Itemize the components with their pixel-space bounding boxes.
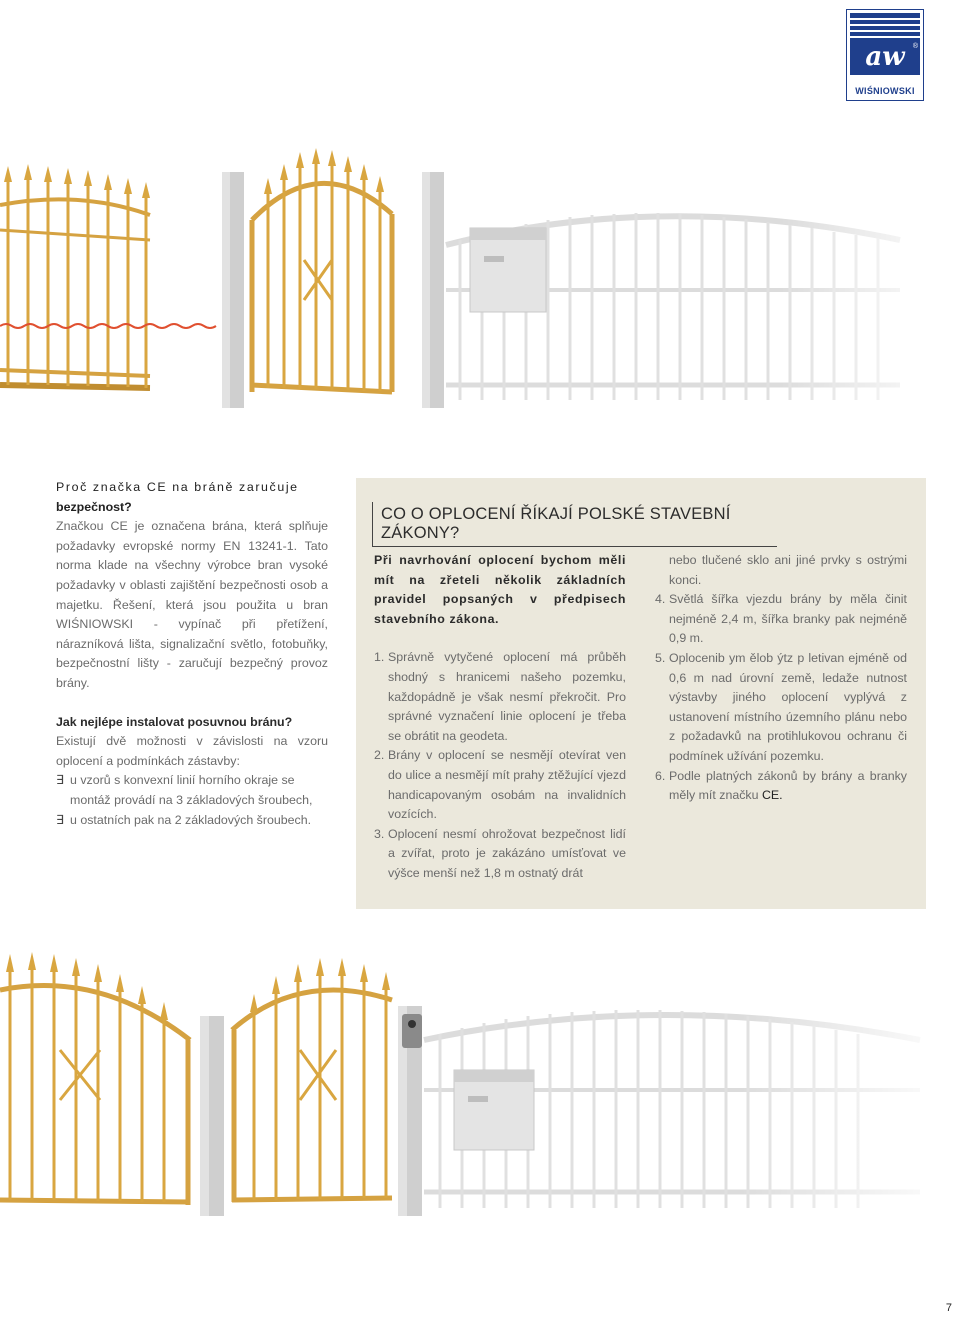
bullet-text: u vzorů s konvexní linií horního okraje se montáž provádí na 3 základových šroubech, bbox=[70, 773, 313, 807]
item-text: Světlá šířka vjezdu brány by měla činit nejméně 2,4 m, šířka branky pak nejméně 0,9 m. bbox=[669, 592, 907, 646]
intercom-post bbox=[398, 1006, 422, 1216]
registered-mark: ® bbox=[912, 43, 918, 50]
item-number: 3. bbox=[374, 826, 385, 841]
swing-gate-left-leaf bbox=[0, 952, 190, 1205]
swing-gate-right-leaf bbox=[232, 958, 392, 1202]
gate-post-left bbox=[200, 1016, 224, 1216]
logo-badge bbox=[850, 13, 920, 75]
item-continuation: nebo tlučené sklo ani jiné prvky s ostrými konci. bbox=[669, 553, 907, 587]
gate-illustration-top bbox=[0, 130, 960, 430]
item-number: 4. bbox=[655, 592, 666, 607]
item-number: 1. bbox=[374, 650, 385, 665]
list-item bbox=[374, 746, 626, 824]
item-text: Oplocenib ym ělob ýtz p letivan ejméně od 0,6 m nad úrovní země, ledaže nutnost výstavby jiného oplocení vyplývá z ustanovení místního územního plánu nebo z požadavků na protihlukovou ochranu či podmínek užívání pozemku. bbox=[669, 650, 907, 763]
list-item bbox=[56, 811, 328, 831]
list-item bbox=[655, 590, 907, 649]
wicket-gate bbox=[252, 148, 392, 392]
list-item bbox=[655, 767, 907, 806]
list-item bbox=[56, 771, 328, 810]
logo-mark: aw bbox=[865, 42, 905, 72]
gate-post-right bbox=[422, 172, 444, 408]
ce-paragraph: Značkou CE je označena brána, která splňuje požadavky evropské normy EN 13241-1. Tato norma klade na všechny výrobce bran vysoké požadavky v oblasti zajištění bezpečnosti osob a majetku. Řešení, která jsou použita u bran WIŚNIOWSKI - vypínač při přetížení, nárazníková lišta, signalizační světlo, fotobuňky, bezpečnostní lišty - zaručují bezpečný provoz brány. bbox=[56, 519, 328, 690]
bullet-symbol: ∃ bbox=[56, 773, 64, 788]
panel-intro: Při navrhování oplocení bychom měli mít na zřeteli několik základních pravidel popsaných v předpisech stavebního zákona. bbox=[374, 553, 626, 626]
heading-ce-question-line1: Proč značka CE na bráně zaručuje bbox=[56, 480, 299, 494]
panel-column-right bbox=[655, 551, 907, 806]
mailbox bbox=[470, 228, 546, 312]
building-law-panel bbox=[356, 478, 926, 909]
item-number: 6. bbox=[655, 768, 666, 783]
brand-logo bbox=[846, 9, 924, 101]
gate-illustration-bottom bbox=[0, 930, 960, 1220]
bullet-text: u ostatních pak na 2 základových šroubech. bbox=[70, 812, 312, 827]
install-paragraph: Existují dvě možnosti v závislosti na vzoru oplocení a podmínkách zástavby: bbox=[56, 734, 328, 768]
gate-post-left bbox=[222, 172, 244, 408]
item-text: Brány v oplocení se nesmějí otevírat ven do ulice a nesmějí mít prahy ztěžující vjezd handicapovaným osobám na invalidních vozících. bbox=[388, 748, 626, 822]
item-number: 5. bbox=[655, 650, 666, 665]
bullet-symbol: ∃ bbox=[56, 812, 64, 827]
heading-ce-question bbox=[56, 478, 328, 517]
item-text: Podle platných zákonů by brány a branky měly mít značku bbox=[669, 768, 907, 803]
ce-mark-text: CE. bbox=[761, 788, 783, 803]
list-item bbox=[655, 649, 907, 767]
item-text: Správně vytyčené oplocení má průběh shodný s hranicemi našeho pozemku, každopádně je však nesmí překročit. Pro správné vyznačení linie oplocení je třeba se obrátit na geodeta. bbox=[388, 650, 626, 743]
left-column bbox=[56, 478, 328, 830]
sliding-gate bbox=[0, 164, 150, 388]
panel-title: CO O OPLOCENÍ ŘÍKAJÍ POLSKÉ STAVEBNÍ ZÁKONY? bbox=[372, 502, 777, 547]
list-item bbox=[374, 825, 626, 884]
item-text: Oplocení nesmí ohrožovat bezpečnost lidí a zvířat, proto je zakázáno umísťovat ve výšce menší než 1,8 m ostnatý drát bbox=[388, 826, 626, 880]
list-item bbox=[374, 648, 626, 746]
item-number: 2. bbox=[374, 748, 385, 763]
page-number: 7 bbox=[945, 1302, 952, 1314]
panel-column-left bbox=[374, 551, 626, 884]
heading-install-question: Jak nejlépe instalovat posuvnou bránu? bbox=[56, 714, 293, 729]
logo-wordmark: WIŚNIOWSKI bbox=[855, 86, 915, 96]
heading-ce-question-line2: bezpečnost? bbox=[56, 499, 132, 514]
